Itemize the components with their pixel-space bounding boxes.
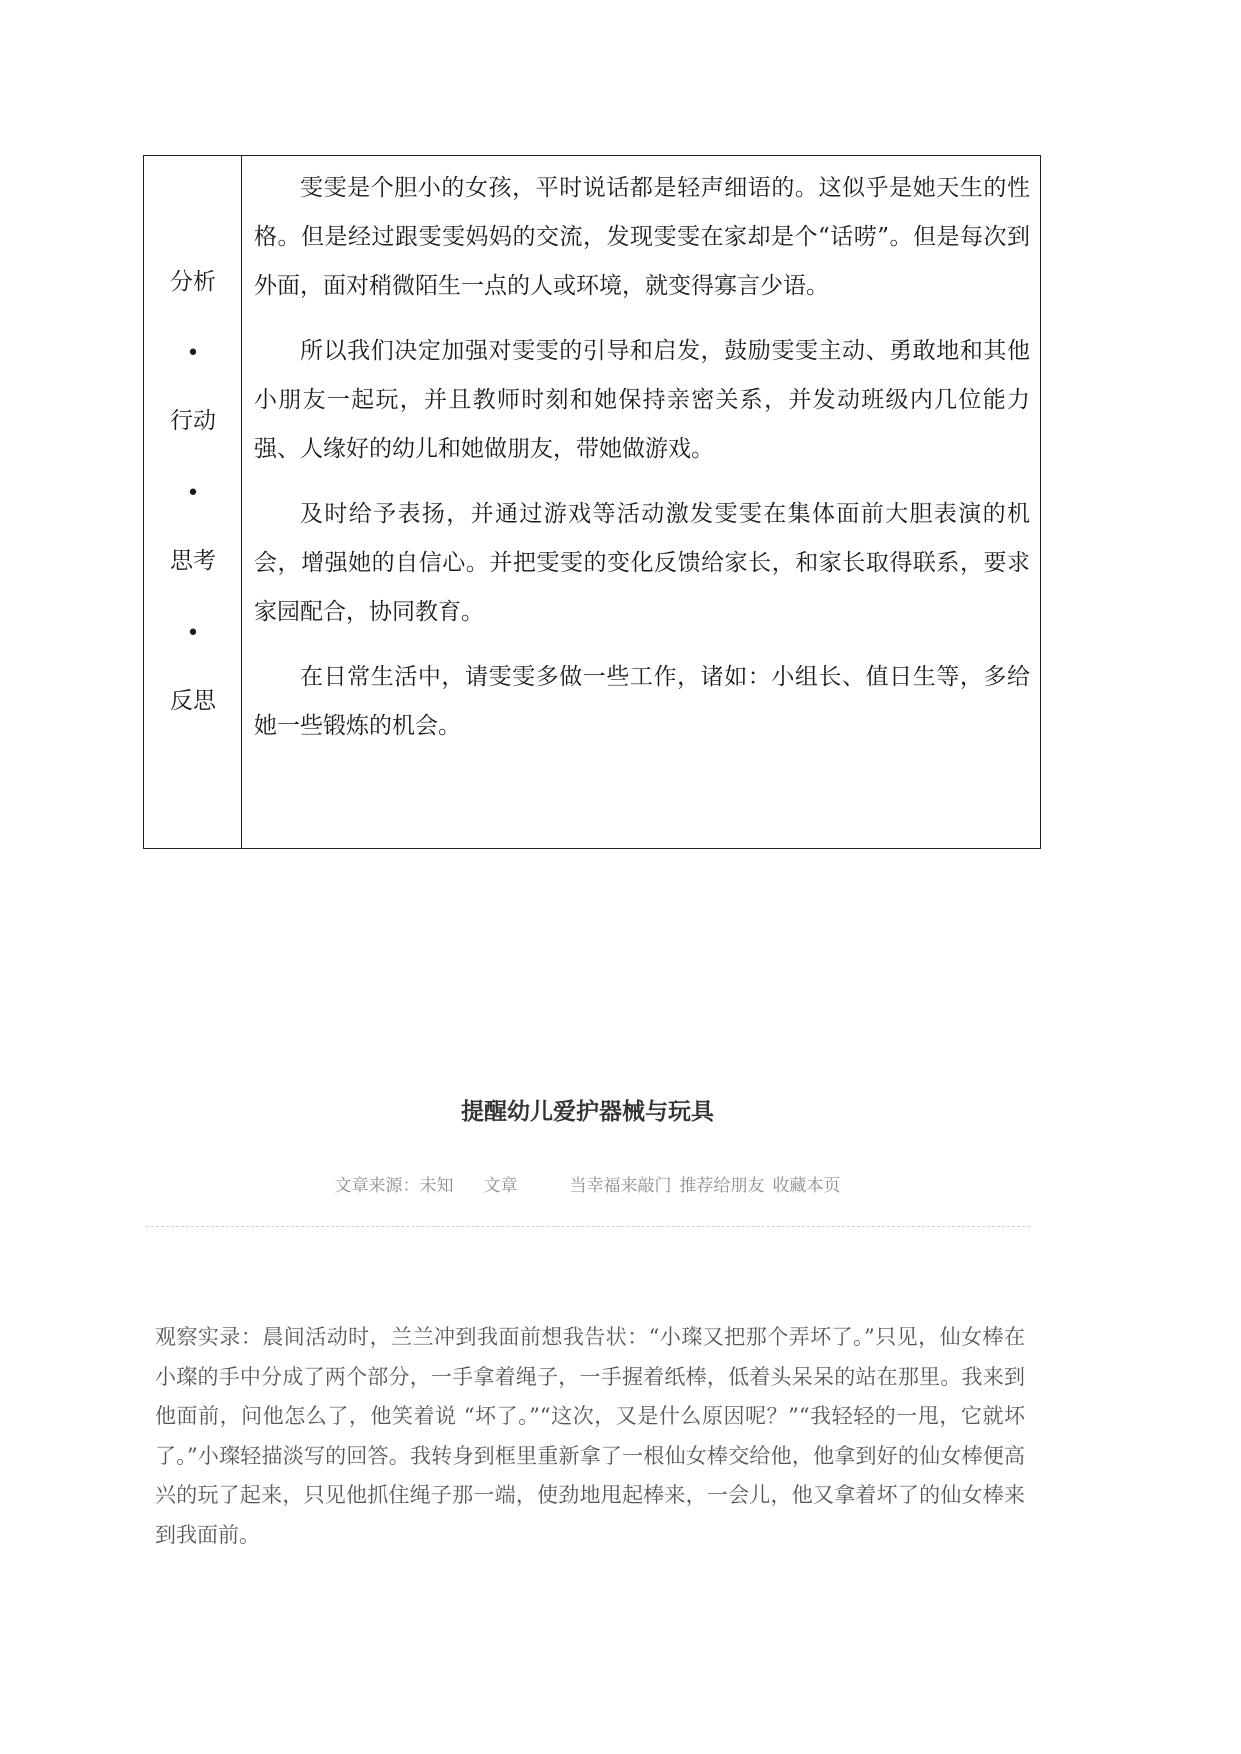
article-meta (0, 1171, 1175, 1196)
article-author: 当幸福来敲门 (569, 1176, 672, 1196)
reflection-table (143, 155, 1041, 849)
article-type: 文章 (483, 1176, 518, 1196)
observation-paragraph: 观察实录：晨间活动时，兰兰冲到我面前想我告状：“小璨又把那个弄坏了。”只见，仙女棒在小璨的手中分成了两个部分，一手拿着绳子，一手握着纸棒，低着头呆呆的站在那里。我来到他面前，问他怎么了，他笑着说 “坏了。”“这次，又是什么原因呢？”“我轻轻的一甩，它就坏了。”小璨轻描淡写的回答。我转身到框里重新拿了一根仙女棒交给他，他拿到好的仙女棒便高兴的玩了起来，只见他抓住绳子那一端，使劲地甩起棒来，一会儿，他又拿着坏了的仙女棒来到我面前。 (155, 1325, 1025, 1547)
label-separator: • (186, 341, 200, 366)
label-separator: • (186, 481, 200, 506)
bookmark-link[interactable]: 收藏本页 (772, 1176, 841, 1196)
content-paragraph: 在日常生活中，请雯雯多做一些工作，诸如：小组长、值日生等，多给她一些锻炼的机会。 (254, 664, 1030, 739)
article-source: 文章来源：未知 (334, 1176, 454, 1196)
dashed-divider (146, 1226, 1030, 1227)
label-column (144, 156, 242, 848)
content-paragraph: 雯雯是个胆小的女孩，平时说话都是轻声细语的。这似乎是她天生的性格。但是经过跟雯雯妈妈的交流，发现雯雯在家却是个“话唠”。但是每次到外面，面对稍微陌生一点的人或环境，就变得寡言少语。 (254, 175, 1030, 299)
recommend-link[interactable]: 推荐给朋友 (679, 1176, 765, 1196)
content-paragraph: 所以我们决定加强对雯雯的引导和启发，鼓励雯雯主动、勇敢地和其他小朋友一起玩，并且教师时刻和她保持亲密关系，并发动班级内几位能力强、人缘好的幼儿和她做朋友，带她做游戏。 (254, 338, 1030, 462)
label-analysis: 分析 (170, 269, 216, 295)
content-paragraph: 及时给予表扬，并通过游戏等活动激发雯雯在集体面前大胆表演的机会，增强她的自信心。并把雯雯的变化反馈给家长，和家长取得联系，要求家园配合，协同教育。 (254, 501, 1030, 625)
content-column (242, 156, 1040, 848)
label-thinking: 思考 (170, 548, 216, 574)
label-reflection: 反思 (170, 688, 216, 714)
label-action: 行动 (170, 408, 216, 434)
label-separator: • (186, 621, 200, 646)
article-title: 提醒幼儿爱护器械与玩具 (461, 1099, 714, 1125)
